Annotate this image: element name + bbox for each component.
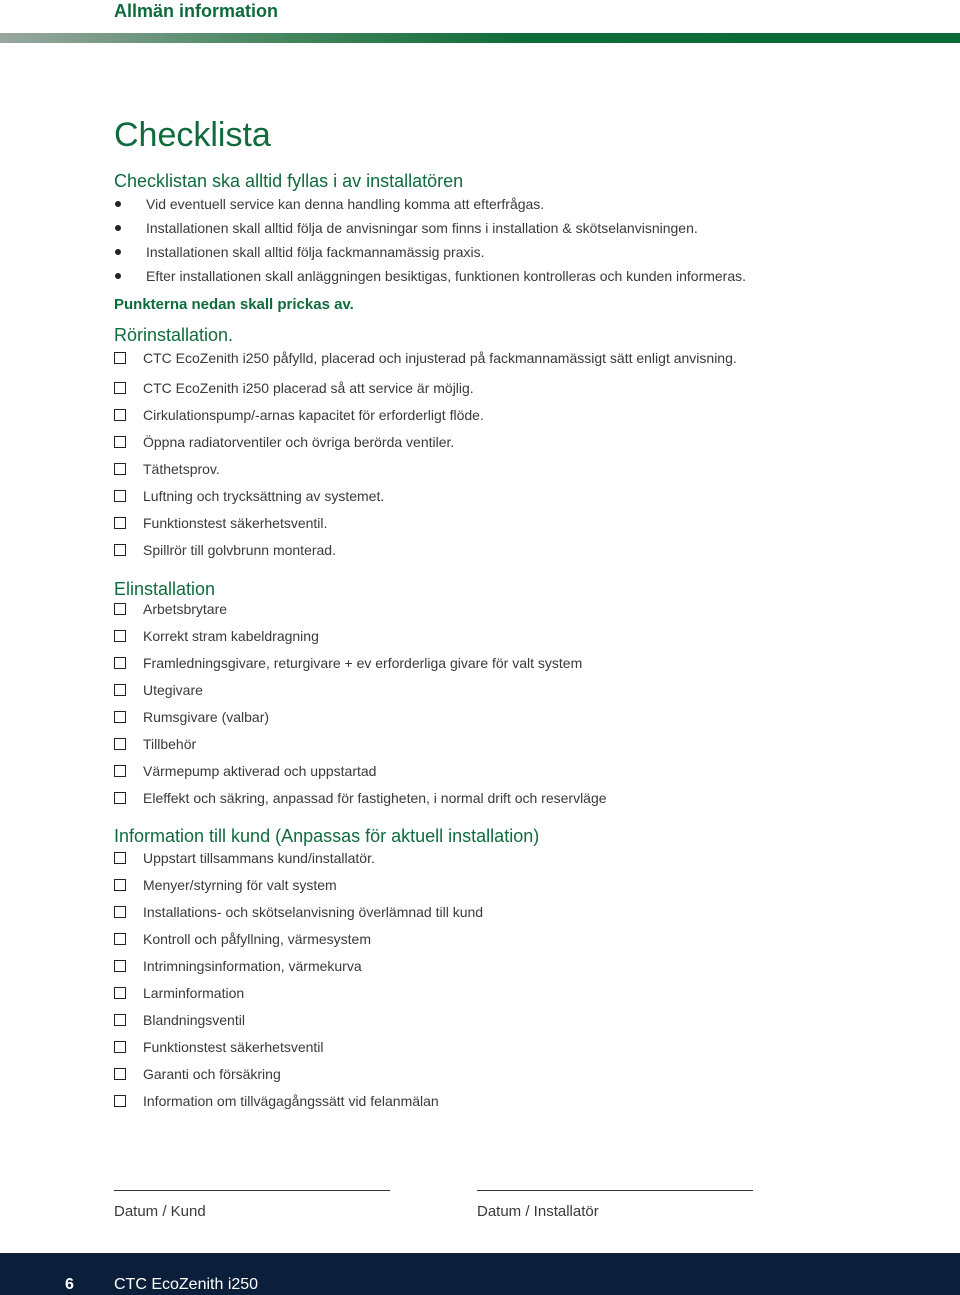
footer-page-number: 6 xyxy=(65,1276,74,1293)
checklist-item-label: Information om tillvägagångssätt vid felanmälan xyxy=(143,1093,439,1109)
checklist-item[interactable] xyxy=(114,653,607,680)
checklist-item[interactable] xyxy=(114,956,483,983)
checklist-item[interactable] xyxy=(114,875,483,902)
checklist-item[interactable] xyxy=(114,378,737,405)
checklist-item[interactable] xyxy=(114,626,607,653)
checklist-item-label: Uppstart tillsammans kund/installatör. xyxy=(143,850,375,866)
bullet-icon xyxy=(115,201,121,207)
bullet-item xyxy=(114,216,746,240)
checkbox-icon[interactable] xyxy=(114,630,126,642)
checklist-item-label: Värmepump aktiverad och uppstartad xyxy=(143,763,377,779)
checkbox-icon[interactable] xyxy=(114,352,126,364)
checklist-item-label: Larminformation xyxy=(143,985,245,1001)
checkbox-icon[interactable] xyxy=(114,603,126,615)
customer-signature-line[interactable] xyxy=(114,1190,390,1191)
checklist-item[interactable] xyxy=(114,1010,483,1037)
checklist-item-label: Tillbehör xyxy=(143,736,197,752)
checkbox-icon[interactable] xyxy=(114,409,126,421)
checklist-item-label: Intrimningsinformation, värmekurva xyxy=(143,958,362,974)
checklist-item[interactable] xyxy=(114,848,483,875)
checkbox-icon[interactable] xyxy=(114,765,126,777)
section-heading-customer-information: Information till kund (Anpassas för aktuell installation) xyxy=(114,826,540,846)
checklist-pipe-installation xyxy=(114,348,737,567)
checklist-item[interactable] xyxy=(114,513,737,540)
checkbox-icon[interactable] xyxy=(114,792,126,804)
customer-signature-label: Datum / Kund xyxy=(114,1203,206,1220)
checkbox-icon[interactable] xyxy=(114,1014,126,1026)
checklist-electrical-installation xyxy=(114,599,607,815)
checklist-item-label: Utegivare xyxy=(143,682,203,698)
checkbox-icon[interactable] xyxy=(114,684,126,696)
checklist-item-label: Spillrör till golvbrunn monterad. xyxy=(143,542,336,558)
checklist-item-label: Blandningsventil xyxy=(143,1012,245,1028)
checklist-item[interactable] xyxy=(114,902,483,929)
checklist-item-label: Installations- och skötselanvisning överlämnad till kund xyxy=(143,904,484,920)
checklist-item[interactable] xyxy=(114,983,483,1010)
checkbox-icon[interactable] xyxy=(114,1068,126,1080)
bullet-text: Installationen skall alltid följa fackmannamässig praxis. xyxy=(146,244,485,260)
bullet-text: Vid eventuell service kan denna handling komma att efterfrågas. xyxy=(146,196,545,212)
checklist-item[interactable] xyxy=(114,1091,483,1118)
checklist-item[interactable] xyxy=(114,540,737,567)
checklist-item[interactable] xyxy=(114,405,737,432)
checklist-item[interactable] xyxy=(114,459,737,486)
intro-heading: Checklistan ska alltid fyllas i av installatören xyxy=(114,171,464,191)
installer-signature-label: Datum / Installatör xyxy=(477,1203,599,1220)
header-green-bar xyxy=(0,33,960,43)
bullet-text: Efter installationen skall anläggningen besiktigas, funktionen kontrolleras och kunden informeras. xyxy=(146,268,747,284)
checkbox-icon[interactable] xyxy=(114,1095,126,1107)
checklist-item-label: Rumsgivare (valbar) xyxy=(143,709,270,725)
checkbox-icon[interactable] xyxy=(114,906,126,918)
checklist-item[interactable] xyxy=(114,432,737,459)
checklist-item[interactable] xyxy=(114,1037,483,1064)
checkbox-icon[interactable] xyxy=(114,657,126,669)
checkbox-icon[interactable] xyxy=(114,960,126,972)
checklist-item[interactable] xyxy=(114,348,737,378)
checklist-item-label: Menyer/styrning för valt system xyxy=(143,877,337,893)
installer-signature-line[interactable] xyxy=(477,1190,753,1191)
checklist-item[interactable] xyxy=(114,929,483,956)
checklist-item-label: Täthetsprov. xyxy=(143,461,220,477)
checklist-item-label: Arbetsbrytare xyxy=(143,601,228,617)
checklist-item[interactable] xyxy=(114,599,607,626)
checkbox-icon[interactable] xyxy=(114,711,126,723)
section-heading-pipe-installation: Rörinstallation. xyxy=(114,325,234,345)
checklist-item[interactable] xyxy=(114,788,607,815)
checkbox-icon[interactable] xyxy=(114,1041,126,1053)
bullet-icon xyxy=(115,249,121,255)
page-title: Checklista xyxy=(114,116,271,154)
checkbox-icon[interactable] xyxy=(114,544,126,556)
checkbox-icon[interactable] xyxy=(114,879,126,891)
page-header-title: Allmän information xyxy=(114,1,279,21)
checklist-item[interactable] xyxy=(114,734,607,761)
section-heading-electrical-installation: Elinstallation xyxy=(114,579,216,599)
checklist-item-label: Korrekt stram kabeldragning xyxy=(143,628,319,644)
bullet-item xyxy=(114,240,746,264)
checkbox-icon[interactable] xyxy=(114,490,126,502)
checkbox-icon[interactable] xyxy=(114,933,126,945)
checklist-item[interactable] xyxy=(114,1064,483,1091)
checklist-item-label: Luftning och trycksättning av systemet. xyxy=(143,488,385,504)
checklist-item-label: CTC EcoZenith i250 påfylld, placerad och injusterad på fackmannamässigt sätt enligt anvisning. xyxy=(143,350,737,366)
checklist-item[interactable] xyxy=(114,761,607,788)
checklist-item[interactable] xyxy=(114,680,607,707)
checkbox-icon[interactable] xyxy=(114,517,126,529)
mark-instruction: Punkterna nedan skall prickas av. xyxy=(114,296,354,313)
checkbox-icon[interactable] xyxy=(114,436,126,448)
checklist-customer-information xyxy=(114,848,483,1118)
checklist-item-label: Funktionstest säkerhetsventil. xyxy=(143,515,328,531)
checklist-item-label: Garanti och försäkring xyxy=(143,1066,281,1082)
bullet-icon xyxy=(115,225,121,231)
intro-bullet-list xyxy=(114,192,746,288)
checkbox-icon[interactable] xyxy=(114,463,126,475)
bullet-text: Installationen skall alltid följa de anvisningar som finns i installation & skötselanvisningen. xyxy=(146,220,698,236)
checklist-item[interactable] xyxy=(114,707,607,734)
checkbox-icon[interactable] xyxy=(114,382,126,394)
bullet-icon xyxy=(115,273,121,279)
bullet-item xyxy=(114,264,746,288)
checklist-item-label: Framledningsgivare, returgivare + ev erforderliga givare för valt system xyxy=(143,655,583,671)
checklist-item-label: Kontroll och påfyllning, värmesystem xyxy=(143,931,371,947)
checklist-item-label: Funktionstest säkerhetsventil xyxy=(143,1039,324,1055)
checkbox-icon[interactable] xyxy=(114,987,126,999)
checklist-item[interactable] xyxy=(114,486,737,513)
bullet-item xyxy=(114,192,746,216)
checkbox-icon[interactable] xyxy=(114,738,126,750)
checklist-item-label: Öppna radiatorventiler och övriga berörda ventiler. xyxy=(143,434,455,450)
checkbox-icon[interactable] xyxy=(114,852,126,864)
checklist-item-label: Eleffekt och säkring, anpassad för fastigheten, i normal drift och reservläge xyxy=(143,790,607,806)
checklist-item-label: Cirkulationspump/-arnas kapacitet för erforderligt flöde. xyxy=(143,407,484,423)
checklist-item-label: CTC EcoZenith i250 placerad så att service är möjlig. xyxy=(143,380,474,396)
footer-product-name: CTC EcoZenith i250 xyxy=(114,1276,259,1293)
